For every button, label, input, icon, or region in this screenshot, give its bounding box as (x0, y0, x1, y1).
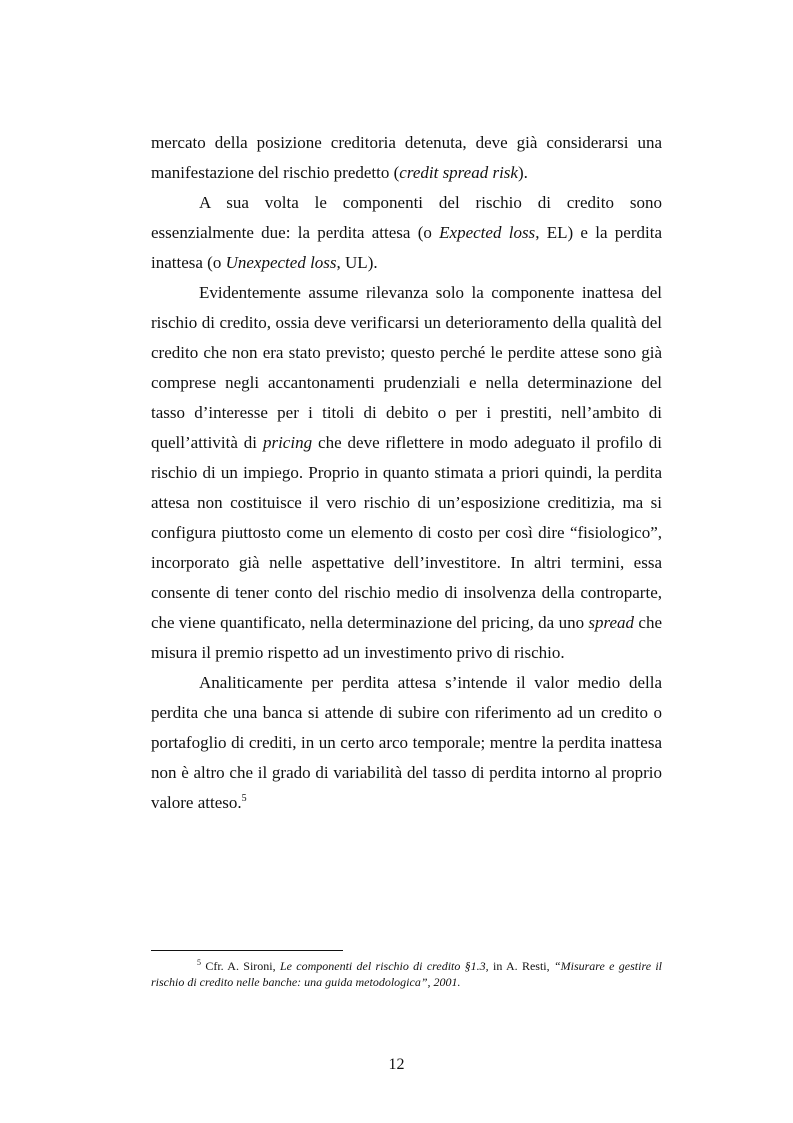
paragraph-4: Analiticamente per perdita attesa s’intende il valor medio della perdita che una banca si attende di subire con riferimento ad un credito o portafoglio di crediti, in un certo arco temporale; mentre la perdita inattesa non è altro che il grado di variabilità del tasso di perdita intorno al proprio valore atteso.$^5$ (151, 673, 662, 812)
paragraph-2: A sua volta le componenti del rischio di credito sono essenzialmente due: la perdita attesa (o Expected loss, EL) e la perdita inattesa (o Unexpected loss, UL). (151, 193, 662, 272)
footnote-separator (151, 950, 343, 951)
page-number: 12 (388, 1056, 405, 1073)
footnote: $^5$ Cfr. A. Sironi, Le componenti del rischio di credito §1.3, in A. Resti, “Misurare e gestire il rischio di credito nelle banche: una guida metodologica”, 2001. (151, 958, 662, 989)
main-text (151, 128, 662, 818)
footnote-reference: 5 (241, 793, 247, 804)
paragraph-3: Evidentemente assume rilevanza solo la componente inattesa del rischio di credito, ossia deve verificarsi un deterioramento della qualità del credito che non era stato previsto; questo perché le perdite attese sono già comprese negli accantonamenti prudenziali e nella determinazione del tasso d’interesse per i titoli di debito o per i prestiti, nell’ambito di quell’attività di pricing che deve riflettere in modo adeguato il profilo di rischio di un impiego. Proprio in quanto stimata a priori quindi, la perdita attesa non costituisce il vero rischio di un’esposizione creditizia, ma si configura piuttosto come un elemento di costo per così dire “fisiologico”, incorporato già nelle aspettative dell’investitore. In altri termini, essa consente di tener conto del rischio medio di insolvenza della controparte, che viene quantificato, nella determinazione del pricing, da uno spread che misura il premio rispetto ad un investimento privo di rischio. (151, 283, 662, 662)
footnote-mark: 5 (197, 958, 201, 967)
paragraph-1: mercato della posizione creditoria detenuta, deve già considerarsi una manifestazione del rischio predetto (credit spread risk). (151, 133, 662, 182)
